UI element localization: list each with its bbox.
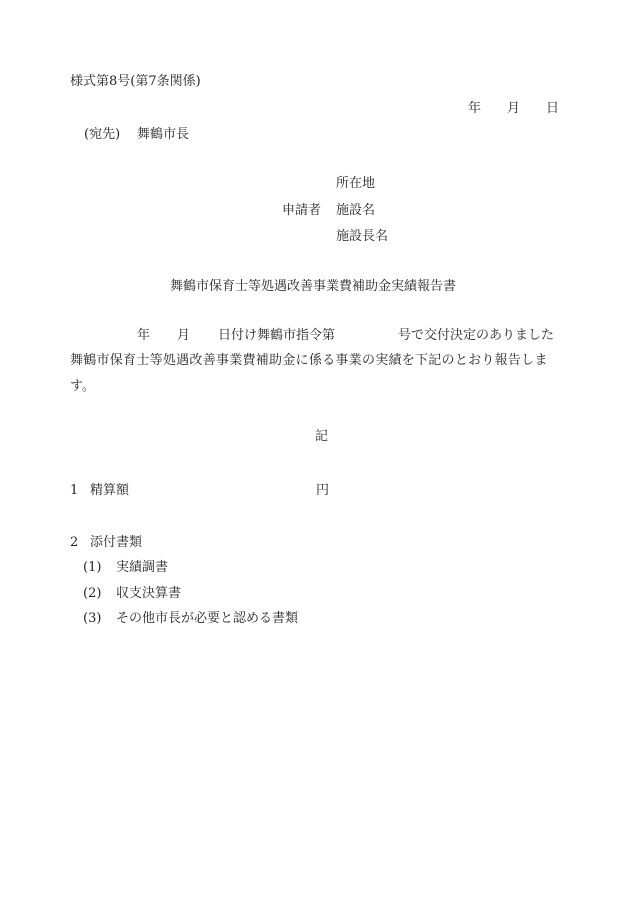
sub-item-2-label: 収支決算書 — [116, 586, 182, 601]
facility-name-label: 施設名 — [336, 203, 376, 218]
body-decision-text: 号で交付決定のありました — [398, 328, 555, 343]
director-name-label: 施設長名 — [336, 229, 389, 244]
form-number: 様式第8号(第7条関係) — [70, 74, 201, 89]
item-1-number: 1 — [70, 483, 79, 498]
location-label: 所在地 — [336, 176, 376, 191]
item-1-unit: 円 — [316, 483, 330, 498]
ki-heading: 記 — [315, 429, 329, 444]
sub-item-2-number: (2) — [83, 586, 102, 601]
sub-item-3-label: その他市長が必要と認める書類 — [116, 611, 299, 626]
body-date-text: 日付け舞鶴市指令第 — [218, 328, 336, 343]
date-year: 年 — [468, 101, 482, 116]
body-line-2: 舞鶴市保育士等処遇改善事業費補助金に係る事業の実績を下記のとおり報告しま — [70, 353, 548, 368]
addressee-name: 舞鶴市長 — [137, 127, 190, 142]
item-2-label: 添付書類 — [90, 535, 143, 550]
date-day: 日 — [546, 101, 560, 116]
body-year: 年 — [137, 328, 151, 343]
sub-item-1-label: 実績調書 — [116, 560, 169, 575]
addressee-prefix: (宛先) — [84, 127, 121, 142]
body-line-3: す。 — [70, 379, 95, 394]
sub-item-3-number: (3) — [83, 611, 102, 626]
item-1-label: 精算額 — [90, 483, 130, 498]
item-2-number: 2 — [70, 535, 79, 550]
body-month: 月 — [177, 328, 191, 343]
applicant-role-label: 申請者 — [282, 203, 322, 218]
document-title: 舞鶴市保育士等処遇改善事業費補助金実績報告書 — [170, 279, 457, 294]
sub-item-1-number: (1) — [83, 560, 102, 575]
date-month: 月 — [507, 101, 521, 116]
